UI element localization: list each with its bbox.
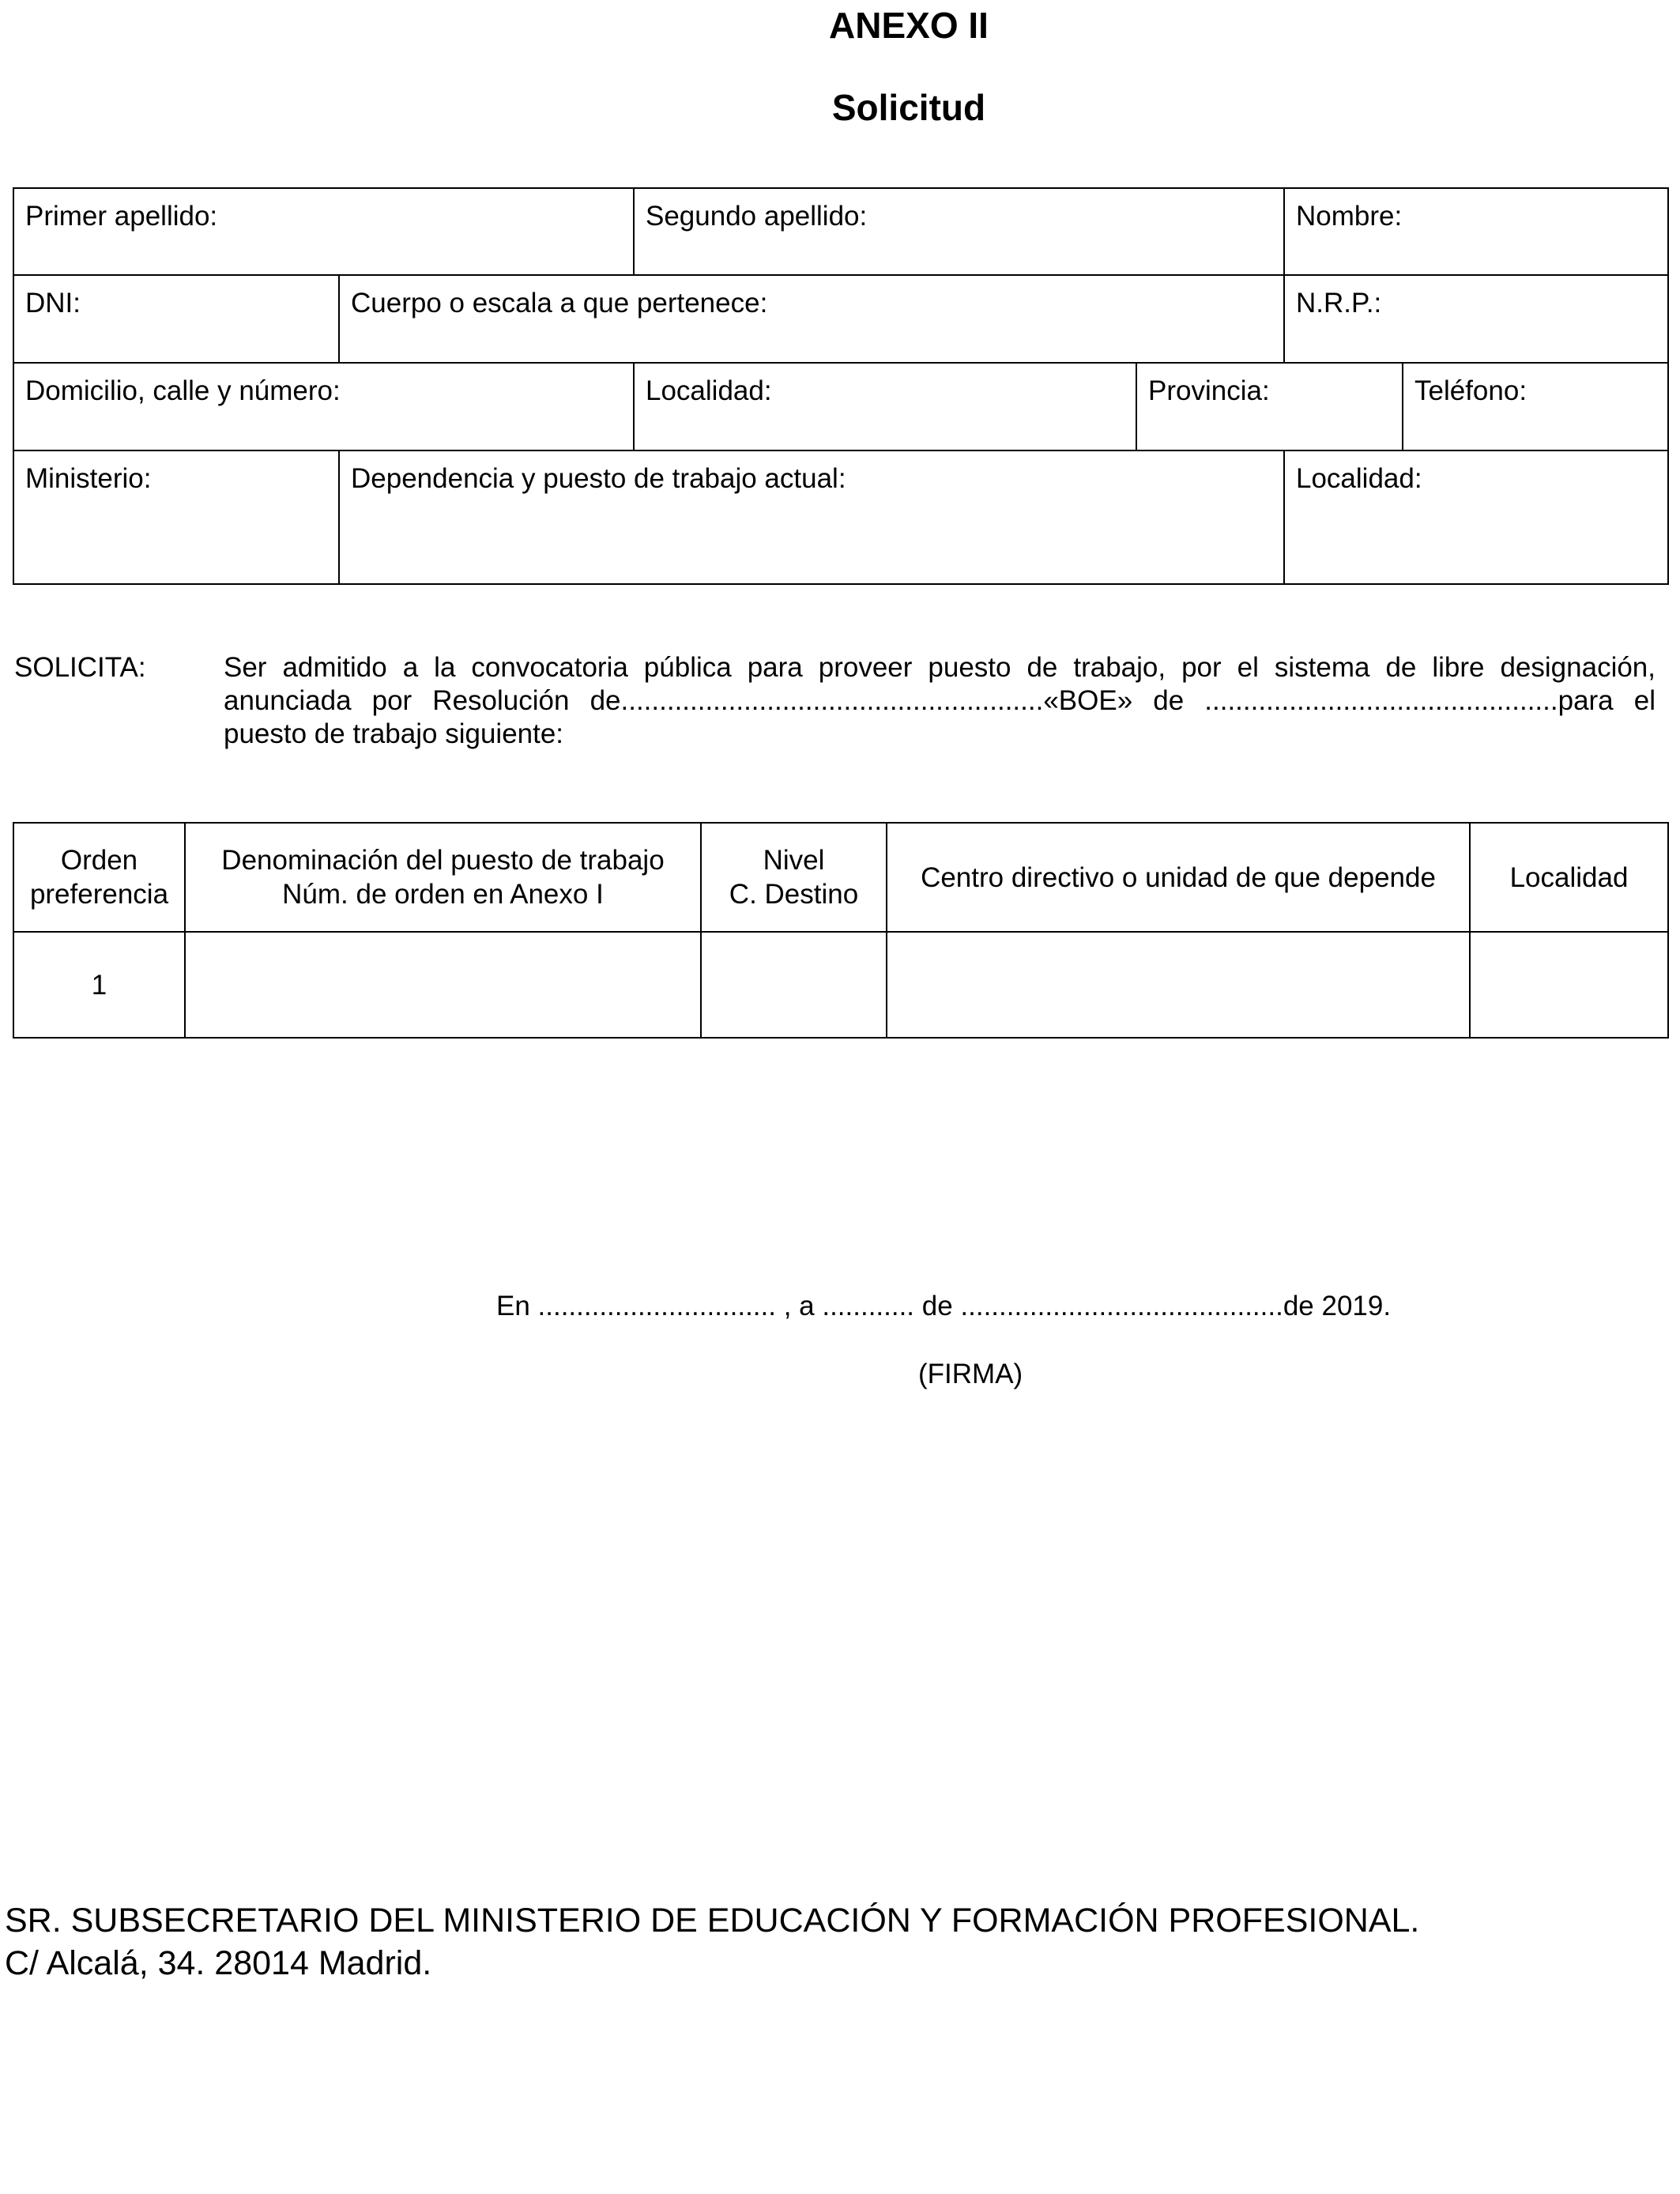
dependencia-label: Dependencia y puesto de trabajo actual: <box>351 463 846 494</box>
row-nivel-cell[interactable] <box>700 931 887 1039</box>
solicita-label: SOLICITA: <box>14 652 146 683</box>
row-centro-cell[interactable] <box>886 931 1471 1039</box>
dni-label: DNI: <box>25 288 81 319</box>
solicita-text: Ser admitido a la convocatoria pública para proveer puesto de trabajo, por el sistema de libre designación, anunciada por Resolución de.......................................................«BOE» de ..............................................para el puesto de trabajo siguiente: <box>224 652 1656 749</box>
provincia-label: Provincia: <box>1148 375 1270 406</box>
header-centro-label: Centro directivo o unidad de que depende <box>921 861 1436 893</box>
header-orden <box>13 822 186 933</box>
header-denominacion <box>184 822 702 933</box>
dependencia-field[interactable] <box>338 450 1285 585</box>
localidad-field[interactable] <box>633 362 1137 451</box>
header-orden-line1: Orden <box>60 845 138 876</box>
nrp-field[interactable] <box>1283 274 1669 364</box>
cuerpo-field[interactable] <box>338 274 1285 364</box>
ministerio-label: Ministerio: <box>25 463 152 494</box>
date-line: En ............................... , a ............ de ..........................................de 2019. <box>496 1291 1392 1321</box>
form-subtitle: Solicitud <box>831 87 986 128</box>
header-nivel-line1: Nivel <box>763 845 825 876</box>
cuerpo-label: Cuerpo o escala a que pertenece: <box>351 288 768 319</box>
segundo-apellido-field[interactable] <box>633 187 1285 276</box>
localidad-actual-field[interactable] <box>1283 450 1669 585</box>
row-orden-cell[interactable] <box>13 931 186 1039</box>
row-localidad-cell[interactable] <box>1469 931 1669 1039</box>
row-denominacion-cell[interactable] <box>184 931 702 1039</box>
ministerio-field[interactable] <box>13 450 340 585</box>
header-centro <box>886 822 1471 933</box>
header-nivel-line2: C. Destino <box>729 879 859 910</box>
address-line: C/ Alcalá, 34. 28014 Madrid. <box>5 1944 432 1982</box>
nrp-label: N.R.P.: <box>1296 288 1382 319</box>
dni-field[interactable] <box>13 274 340 364</box>
header-localidad <box>1469 822 1669 933</box>
segundo-apellido-label: Segundo apellido: <box>646 201 868 232</box>
telefono-label: Teléfono: <box>1414 375 1527 406</box>
localidad-label: Localidad: <box>646 375 772 406</box>
annex-title: ANEXO II <box>829 5 989 46</box>
nombre-label: Nombre: <box>1296 201 1403 232</box>
localidad-actual-label: Localidad: <box>1296 463 1422 494</box>
header-orden-line2: preferencia <box>29 879 169 910</box>
primer-apellido-label: Primer apellido: <box>25 201 218 232</box>
header-nivel <box>700 822 887 933</box>
addressee-line: SR. SUBSECRETARIO DEL MINISTERIO DE EDUCACIÓN Y FORMACIÓN PROFESIONAL. <box>5 1902 1420 1940</box>
row-orden-value: 1 <box>91 969 107 1001</box>
primer-apellido-field[interactable] <box>13 187 635 276</box>
telefono-field[interactable] <box>1402 362 1669 451</box>
signature-label: (FIRMA) <box>918 1359 1023 1389</box>
domicilio-field[interactable] <box>13 362 635 451</box>
domicilio-label: Domicilio, calle y número: <box>25 375 341 406</box>
header-localidad-label: Localidad <box>1509 861 1629 893</box>
nombre-field[interactable] <box>1283 187 1669 276</box>
header-denominacion-line1: Denominación del puesto de trabajo <box>221 845 665 876</box>
header-denominacion-line2: Núm. de orden en Anexo I <box>282 879 604 910</box>
provincia-field[interactable] <box>1136 362 1403 451</box>
